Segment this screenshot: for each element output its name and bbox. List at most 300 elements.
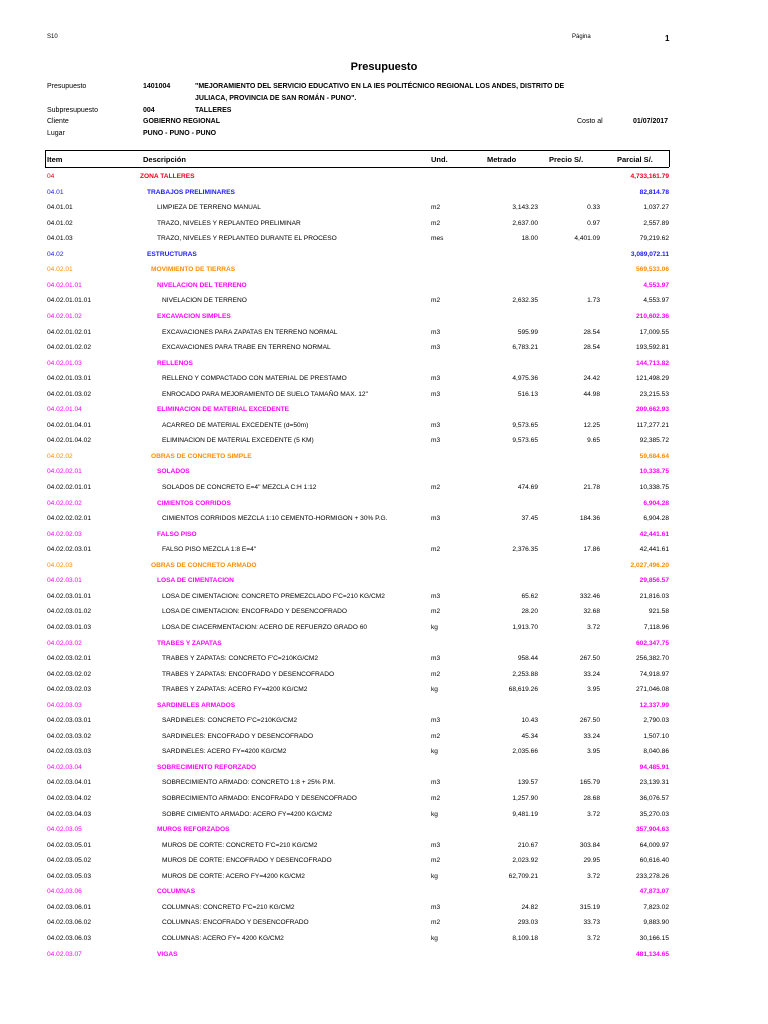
row-item: 04.02.01.01 <box>47 281 82 289</box>
row-unit: m3 <box>431 592 441 600</box>
row-item: 04.01.03 <box>47 235 73 243</box>
row-parcial: 59,684.64 <box>639 452 669 460</box>
row-description: TRAZO, NIVELES Y REPLANTEO PRELIMINAR <box>157 219 301 227</box>
row-item: 04.02.02.03 <box>47 530 82 538</box>
row-parcial: 357,904.63 <box>635 826 669 834</box>
table-row <box>0 389 768 401</box>
row-description: COLUMNAS <box>157 888 196 896</box>
row-item: 04.02.03.01.02 <box>47 608 91 616</box>
row-item: 04.02.03.03.01 <box>47 717 91 725</box>
row-metrado: 6,783.21 <box>512 344 538 352</box>
row-precio: 3.95 <box>587 686 600 694</box>
row-precio: 33.24 <box>583 670 600 678</box>
row-unit: m3 <box>431 841 441 849</box>
row-parcial: 602,347.75 <box>635 639 669 647</box>
row-description: LOSA DE CIMENTACION: CONCRETO PREMEZCLADO F'C=210 KG/CM2 <box>162 592 385 600</box>
row-item: 04.02.03.03.02 <box>47 732 91 740</box>
cliente-value: GOBIERNO REGIONAL <box>143 118 221 125</box>
cliente-label: Cliente <box>47 118 69 125</box>
row-item: 04.02.02.02.01 <box>47 515 91 523</box>
row-description: SARDINELES ARMADOS <box>157 701 236 709</box>
row-parcial: 2,557.89 <box>643 219 669 227</box>
row-unit: m2 <box>431 732 441 740</box>
table-row <box>0 669 768 681</box>
row-unit: m2 <box>431 919 441 927</box>
row-unit: kg <box>431 748 438 756</box>
row-description: SARDINELES: CONCRETO F'C=210KG/CM2 <box>162 717 298 725</box>
col-descripcion: Descripción <box>143 155 186 164</box>
table-section-row <box>0 451 768 463</box>
col-item: Item <box>47 155 63 164</box>
row-description: COLUMNAS: CONCRETO F'C=210 KG/CM2 <box>162 903 295 911</box>
row-item: 04.02.03.06.01 <box>47 903 91 911</box>
row-metrado: 474.69 <box>517 484 538 491</box>
row-precio: 28.54 <box>583 328 600 336</box>
row-unit: kg <box>431 810 438 818</box>
row-metrado: 45.34 <box>521 732 538 740</box>
table-row <box>0 653 768 665</box>
row-metrado: 8,109.18 <box>512 934 538 942</box>
row-parcial: 23,139.31 <box>639 779 669 787</box>
row-precio: 29.95 <box>583 857 600 865</box>
row-description: SARDINELES: ENCOFRADO Y DESENCOFRADO <box>162 732 314 740</box>
row-description: SOBRECIMIENTO REFORZADO <box>157 763 257 771</box>
row-description: LOSA DE CIACERMENTACION: ACERO DE REFUERZO GRADO 60 <box>162 623 368 631</box>
table-row <box>0 933 768 945</box>
row-description: SOBRECIMIENTO ARMADO: CONCRETO 1:8 + 25% P.M. <box>162 779 336 787</box>
row-item: 04.02.03 <box>47 561 73 569</box>
row-item: 04.02.03.06.03 <box>47 934 91 942</box>
presupuesto-label: Presupuesto <box>47 83 87 90</box>
row-precio: 1.73 <box>587 297 600 305</box>
row-description: ENROCADO PARA MEJORAMIENTO DE SUELO TAMAÑO MAX. 12" <box>162 390 368 398</box>
row-precio: 0.97 <box>587 219 600 227</box>
row-metrado: 3,143.23 <box>512 204 538 212</box>
row-item: 04.02.03.05.02 <box>47 857 91 865</box>
row-metrado: 2,023.92 <box>512 857 538 865</box>
row-precio: 28.68 <box>583 795 600 802</box>
table-row <box>0 544 768 556</box>
table-row <box>0 731 768 743</box>
row-unit: m3 <box>431 779 441 787</box>
costo-date: 01/07/2017 <box>633 118 669 125</box>
row-precio: 303.84 <box>579 841 600 849</box>
row-description: ACARREO DE MATERIAL EXCEDENTE (d=50m) <box>162 421 309 429</box>
row-item: 04.02.03.04.02 <box>47 795 91 802</box>
row-item: 04.01.01 <box>47 204 73 212</box>
row-item: 04.02.03.03.03 <box>47 748 91 756</box>
row-item: 04.02.01.02.01 <box>47 328 91 336</box>
row-item: 04.02.03.05.01 <box>47 841 91 849</box>
row-parcial: 23,215.53 <box>639 390 669 398</box>
row-unit: m2 <box>431 484 441 491</box>
row-precio: 24.42 <box>583 375 600 383</box>
row-unit: m3 <box>431 328 441 336</box>
row-description: OBRAS DE CONCRETO ARMADO <box>151 561 257 569</box>
row-metrado: 18.00 <box>521 235 538 243</box>
row-precio: 21.78 <box>583 484 600 491</box>
row-parcial: 47,873.07 <box>639 888 669 896</box>
row-description: CIMIENTOS CORRIDOS MEZCLA 1:10 CEMENTO-HORMIGON + 30% P.G. <box>162 515 388 523</box>
row-unit: m3 <box>431 421 441 429</box>
row-description: ELIMINACION DE MATERIAL EXCEDENTE (5 KM) <box>162 437 314 445</box>
row-item: 04.02.03.02.01 <box>47 655 91 663</box>
row-unit: m3 <box>431 903 441 911</box>
table-row <box>0 715 768 727</box>
row-parcial: 29,856.57 <box>639 577 669 585</box>
software-code: S10 <box>47 34 58 40</box>
row-metrado: 37.45 <box>521 515 538 523</box>
table-row <box>0 373 768 385</box>
row-metrado: 958.44 <box>517 655 538 663</box>
row-item: 04.02.02.01.01 <box>47 484 91 491</box>
table-row <box>0 435 768 447</box>
row-precio: 17.86 <box>583 546 600 554</box>
row-item: 04.02 <box>47 250 64 258</box>
row-item: 04.02.03.05 <box>47 826 82 834</box>
row-unit: m2 <box>431 204 441 212</box>
table-section-row <box>0 404 768 416</box>
row-description: MUROS DE CORTE: ACERO FY=4200 KG/CM2 <box>162 872 305 880</box>
table-section-row <box>0 171 768 183</box>
row-item: 04.02.01.03.02 <box>47 390 91 398</box>
row-description: RELLENOS <box>157 359 193 367</box>
subpresupuesto-code: 004 <box>143 107 155 114</box>
row-precio: 3.95 <box>587 748 600 756</box>
row-description: SOLADOS DE CONCRETO E=4" MEZCLA C:H 1:12 <box>162 484 317 491</box>
row-description: VIGAS <box>157 950 178 958</box>
row-description: NIVELACION DE TERRENO <box>162 297 247 305</box>
row-description: MUROS DE CORTE: CONCRETO F'C=210 KG/CM2 <box>162 841 318 849</box>
table-row <box>0 871 768 883</box>
row-item: 04.01.02 <box>47 219 73 227</box>
row-parcial: 30,166.15 <box>639 934 669 942</box>
row-parcial: 12,337.99 <box>639 701 669 709</box>
row-parcial: 3,089,072.11 <box>630 250 669 258</box>
row-description: TRABES Y ZAPATAS: ACERO FY=4200 KG/CM2 <box>162 686 308 694</box>
row-unit: m3 <box>431 515 441 523</box>
table-section-row <box>0 824 768 836</box>
row-parcial: 233,278.26 <box>635 872 669 880</box>
table-row <box>0 606 768 618</box>
row-parcial: 17,009.55 <box>639 328 669 336</box>
row-description: MUROS DE CORTE: ENCOFRADO Y DESENCOFRADO <box>162 857 332 865</box>
row-parcial: 569,533.06 <box>635 266 669 274</box>
row-precio: 315.19 <box>579 903 600 911</box>
row-item: 04.02.01.02 <box>47 312 82 320</box>
row-item: 04.02.03.01 <box>47 577 82 585</box>
row-item: 04.02.03.05.03 <box>47 872 91 880</box>
row-item: 04.02.03.01.01 <box>47 592 91 600</box>
presupuesto-desc-line1: "MEJORAMIENTO DEL SERVICIO EDUCATIVO EN LA IES POLITÉCNICO REGIONAL LOS ANDES, DISTRITO DE <box>195 83 565 90</box>
lugar-label: Lugar <box>47 130 65 137</box>
row-parcial: 209,662.93 <box>635 406 669 414</box>
row-metrado: 1,257.90 <box>512 795 538 802</box>
table-row <box>0 902 768 914</box>
row-parcial: 921.58 <box>648 608 669 616</box>
table-row <box>0 684 768 696</box>
row-unit: kg <box>431 934 438 942</box>
table-row <box>0 809 768 821</box>
row-parcial: 6,904.28 <box>643 515 669 523</box>
row-precio: 3.72 <box>587 810 600 818</box>
row-description: MOVIMIENTO DE TIERRAS <box>151 266 236 274</box>
header-top-rule <box>45 150 669 151</box>
row-item: 04.02.03.04 <box>47 763 82 771</box>
row-description: TRABES Y ZAPATAS: CONCRETO F'C=210KG/CM2 <box>162 655 319 663</box>
row-parcial: 271,046.08 <box>635 686 669 694</box>
row-description: SARDINELES: ACERO FY=4200 KG/CM2 <box>162 748 287 756</box>
row-description: ZONA TALLERES <box>140 173 195 180</box>
row-unit: m3 <box>431 390 441 398</box>
row-description: FALSO PISO MEZCLA 1:8 E=4" <box>162 546 257 554</box>
row-description: OBRAS DE CONCRETO SIMPLE <box>151 452 252 460</box>
col-metrado: Metrado <box>487 155 517 164</box>
row-metrado: 2,637.00 <box>512 219 538 227</box>
row-description: NIVELACION DEL TERRENO <box>157 281 247 289</box>
row-precio: 33.73 <box>583 919 600 927</box>
table-row <box>0 591 768 603</box>
row-parcial: 7,118.96 <box>643 623 669 631</box>
row-precio: 184.36 <box>579 515 600 523</box>
row-parcial: 4,553.97 <box>643 297 669 305</box>
row-parcial: 82,814.78 <box>639 188 669 196</box>
row-metrado: 28.20 <box>521 608 538 616</box>
table-row <box>0 777 768 789</box>
row-description: EXCAVACION SIMPLES <box>157 312 231 320</box>
row-parcial: 10,338.75 <box>639 484 669 491</box>
row-description: TRABAJOS PRELIMINARES <box>147 188 235 196</box>
row-item: 04.02.03.06 <box>47 888 82 896</box>
row-description: SOLADOS <box>157 468 190 476</box>
row-item: 04.02.01 <box>47 266 73 274</box>
row-item: 04.02.03.02.03 <box>47 686 91 694</box>
table-section-row <box>0 886 768 898</box>
row-parcial: 64,009.97 <box>639 841 669 849</box>
row-parcial: 256,382.70 <box>635 655 669 663</box>
row-description: EXCAVACIONES PARA TRABE EN TERRENO NORMAL <box>162 344 331 352</box>
row-parcial: 9,883.90 <box>643 919 669 927</box>
row-description: ELIMINACION DE MATERIAL EXCEDENTE <box>157 406 290 414</box>
row-precio: 9.65 <box>587 437 600 445</box>
row-metrado: 4,975.36 <box>512 375 538 383</box>
row-metrado: 9,481.19 <box>512 810 538 818</box>
subpresupuesto-label: Subpresupuesto <box>47 107 98 114</box>
row-unit: m3 <box>431 437 441 445</box>
row-parcial: 21,816.03 <box>639 592 669 600</box>
row-parcial: 121,498.29 <box>635 375 669 383</box>
row-unit: m2 <box>431 670 441 678</box>
row-item: 04.02.01.01.01 <box>47 297 91 305</box>
row-precio: 3.72 <box>587 623 600 631</box>
row-item: 04.02.03.07 <box>47 950 82 958</box>
row-parcial: 4,733,161.79 <box>630 173 669 180</box>
table-section-row <box>0 249 768 261</box>
row-description: TRAZO, NIVELES Y REPLANTEO DURANTE EL PROCESO <box>157 235 337 243</box>
row-item: 04.02.01.04.01 <box>47 421 91 429</box>
row-item: 04.02.02.01 <box>47 468 82 476</box>
row-item: 04.02.02.03.01 <box>47 546 91 554</box>
header-right-rule <box>669 150 670 167</box>
row-description: CIMIENTOS CORRIDOS <box>157 499 231 507</box>
row-precio: 12.25 <box>583 421 600 429</box>
row-description: SOBRE CIMIENTO ARMADO: ACERO FY=4200 KG/CM2 <box>162 810 333 818</box>
row-item: 04.02.01.03.01 <box>47 375 91 383</box>
presupuesto-desc-line2: JULIACA, PROVINCIA DE SAN ROMÁN - PUNO". <box>195 95 357 102</box>
row-metrado: 2,035.66 <box>512 748 538 756</box>
row-parcial: 36,076.57 <box>639 795 669 802</box>
col-parcial: Parcial S/. <box>617 155 653 164</box>
row-description: TRABES Y ZAPATAS <box>157 639 222 647</box>
row-metrado: 68,619.26 <box>508 686 538 694</box>
table-row <box>0 793 768 805</box>
row-item: 04.02.03.01.03 <box>47 623 91 631</box>
table-section-row <box>0 575 768 587</box>
row-parcial: 79,219.62 <box>639 235 669 243</box>
table-section-row <box>0 264 768 276</box>
table-row <box>0 202 768 214</box>
row-precio: 44.98 <box>583 390 600 398</box>
row-metrado: 1,913.70 <box>512 623 538 631</box>
row-parcial: 7,823.02 <box>643 903 669 911</box>
row-description: RELLENO Y COMPACTADO CON MATERIAL DE PRESTAMO <box>162 375 347 383</box>
table-section-row <box>0 638 768 650</box>
page-title: Presupuesto <box>350 61 418 73</box>
row-parcial: 74,918.97 <box>639 670 669 678</box>
table-section-row <box>0 762 768 774</box>
row-item: 04.02.02 <box>47 452 73 460</box>
row-metrado: 2,253.88 <box>512 670 538 678</box>
table-row <box>0 482 768 494</box>
table-row <box>0 420 768 432</box>
row-description: LOSA DE CIMENTACION: ENCOFRADO Y DESENCOFRADO <box>162 608 348 616</box>
row-unit: m2 <box>431 297 441 305</box>
table-section-row <box>0 358 768 370</box>
row-precio: 332.46 <box>579 592 600 600</box>
row-unit: m3 <box>431 655 441 663</box>
row-precio: 4,401.09 <box>574 235 600 243</box>
table-section-row <box>0 280 768 292</box>
row-precio: 28.54 <box>583 344 600 352</box>
row-precio: 0.33 <box>587 204 600 212</box>
row-metrado: 293.03 <box>517 919 538 927</box>
row-item: 04.01 <box>47 188 64 196</box>
table-row <box>0 840 768 852</box>
row-parcial: 210,602.36 <box>635 312 669 320</box>
table-section-row <box>0 498 768 510</box>
row-parcial: 4,553.97 <box>643 281 669 289</box>
row-unit: m3 <box>431 375 441 383</box>
row-item: 04.02.01.04.02 <box>47 437 91 445</box>
col-und: Und. <box>431 155 448 164</box>
row-unit: mes <box>431 235 444 243</box>
row-item: 04.02.03.03 <box>47 701 82 709</box>
costo-label: Costo al <box>577 118 603 125</box>
page-label: Página <box>572 34 591 40</box>
row-description: TRABES Y ZAPATAS: ENCOFRADO Y DESENCOFRADO <box>162 670 335 678</box>
row-metrado: 9,573.65 <box>512 437 538 445</box>
col-precio: Precio S/. <box>549 155 584 164</box>
row-parcial: 8,040.86 <box>643 748 669 756</box>
row-parcial: 2,027,496.20 <box>630 561 669 569</box>
table-section-row <box>0 560 768 572</box>
row-parcial: 35,270.03 <box>639 810 669 818</box>
presupuesto-code: 1401004 <box>143 83 171 90</box>
header-bottom-rule <box>45 167 669 168</box>
table-section-row <box>0 187 768 199</box>
row-metrado: 2,376.35 <box>512 546 538 554</box>
row-parcial: 10,338.75 <box>639 468 669 476</box>
row-metrado: 139.57 <box>517 779 538 787</box>
table-row <box>0 327 768 339</box>
row-unit: m2 <box>431 608 441 616</box>
table-row <box>0 746 768 758</box>
table-row <box>0 295 768 307</box>
row-parcial: 144,713.82 <box>635 359 669 367</box>
row-parcial: 42,441.61 <box>639 530 669 538</box>
row-item: 04.02.03.04.03 <box>47 810 91 818</box>
row-metrado: 2,632.35 <box>512 297 538 305</box>
row-parcial: 60,616.40 <box>639 857 669 865</box>
row-parcial: 117,277.21 <box>636 421 669 429</box>
page-number: 1 <box>665 34 670 43</box>
row-description: FALSO PISO <box>157 530 197 538</box>
row-unit: kg <box>431 623 438 631</box>
row-item: 04.02.03.02.02 <box>47 670 91 678</box>
row-parcial: 94,485.91 <box>639 763 669 771</box>
table-row <box>0 218 768 230</box>
table-row <box>0 342 768 354</box>
row-metrado: 10.43 <box>521 717 538 725</box>
row-unit: m3 <box>431 717 441 725</box>
row-item: 04.02.03.06.02 <box>47 919 91 927</box>
lugar-value: PUNO - PUNO - PUNO <box>143 130 217 137</box>
row-unit: kg <box>431 686 438 694</box>
row-metrado: 210.67 <box>517 841 538 849</box>
row-item: 04.02.01.03 <box>47 359 82 367</box>
row-unit: kg <box>431 872 438 880</box>
row-metrado: 65.62 <box>521 592 538 600</box>
table-row <box>0 233 768 245</box>
row-description: LIMPIEZA DE TERRENO MANUAL <box>157 204 261 212</box>
table-section-row <box>0 949 768 961</box>
row-precio: 267.50 <box>579 655 600 663</box>
table-section-row <box>0 311 768 323</box>
row-precio: 267.50 <box>579 717 600 725</box>
row-precio: 165.79 <box>579 779 600 787</box>
row-metrado: 24.82 <box>521 903 538 911</box>
row-metrado: 516.13 <box>517 390 538 398</box>
row-precio: 3.72 <box>587 872 600 880</box>
header-left-rule <box>45 150 46 167</box>
row-description: MUROS REFORZADOS <box>157 826 230 834</box>
row-unit: m2 <box>431 219 441 227</box>
row-description: ESTRUCTURAS <box>147 250 197 258</box>
row-description: COLUMNAS: ACERO FY= 4200 KG/CM2 <box>162 934 284 942</box>
table-row <box>0 622 768 634</box>
row-unit: m2 <box>431 546 441 554</box>
row-metrado: 9,573.65 <box>512 421 538 429</box>
row-metrado: 62,709.21 <box>508 872 538 880</box>
row-metrado: 595.99 <box>517 328 538 336</box>
row-item: 04.02.03.02 <box>47 639 82 647</box>
row-item: 04 <box>47 173 55 180</box>
row-precio: 32.68 <box>583 608 600 616</box>
row-parcial: 2,790.03 <box>643 717 669 725</box>
row-parcial: 1,037.27 <box>643 204 669 212</box>
row-item: 04.02.03.04.01 <box>47 779 91 787</box>
row-precio: 3.72 <box>587 934 600 942</box>
